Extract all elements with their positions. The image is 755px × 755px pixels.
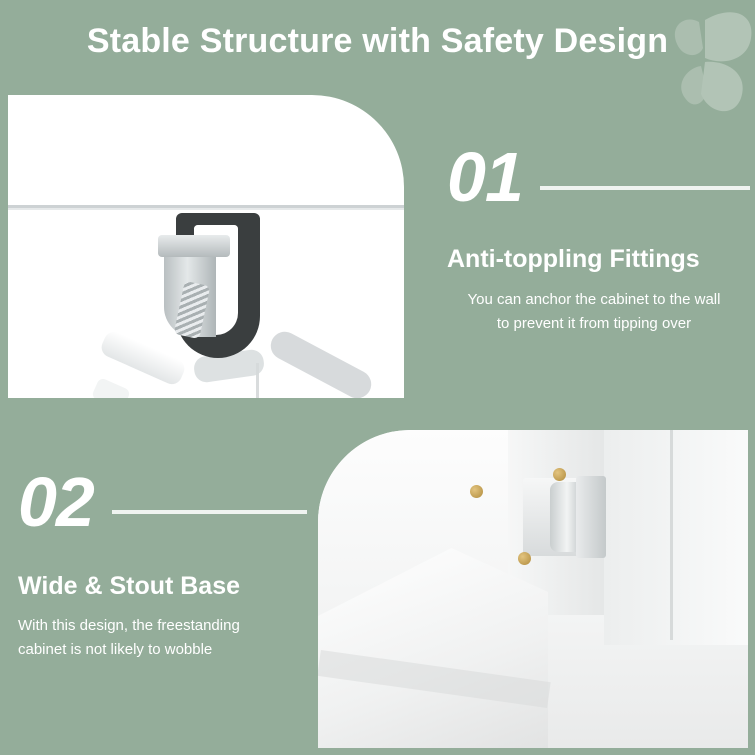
butterfly-icon (635, 0, 755, 130)
feature-2-image (318, 430, 748, 748)
metal-bracket-top (158, 235, 230, 257)
anchor-shadow-right (266, 327, 376, 398)
feature-1-image (8, 95, 404, 398)
cabinet-door-seam (670, 430, 673, 640)
feature-2-rule (112, 510, 307, 514)
wall-anchor-plug (98, 329, 187, 388)
screw-dot-icon (518, 552, 531, 565)
feature-1-rule (540, 186, 750, 190)
feature-1-heading: Anti-toppling Fittings (447, 245, 700, 273)
feature-2-body-line2: cabinet is not likely to wobble (18, 641, 213, 658)
feature-2-body (18, 614, 318, 662)
hinge-arm (576, 476, 606, 558)
feature-1-body-line2: to prevent it from tipping over (496, 315, 692, 332)
wall-anchor-tip (91, 377, 131, 398)
screw-dot-icon (553, 468, 566, 481)
cabinet-door (604, 430, 748, 645)
feature-1-body-line1: You can anchor the cabinet to the wall (467, 291, 721, 308)
feature-2-body-line1: With this design, the freestanding (18, 617, 240, 634)
wall-edge-highlight (8, 208, 404, 210)
screw-dot-icon (470, 485, 483, 498)
feature-2-number: 02 (18, 463, 94, 541)
feature-1-number: 01 (447, 138, 523, 216)
feature-1-body (444, 288, 744, 336)
feature-2-heading: Wide & Stout Base (18, 572, 241, 600)
page-title: Stable Structure with Safety Design (86, 22, 669, 60)
